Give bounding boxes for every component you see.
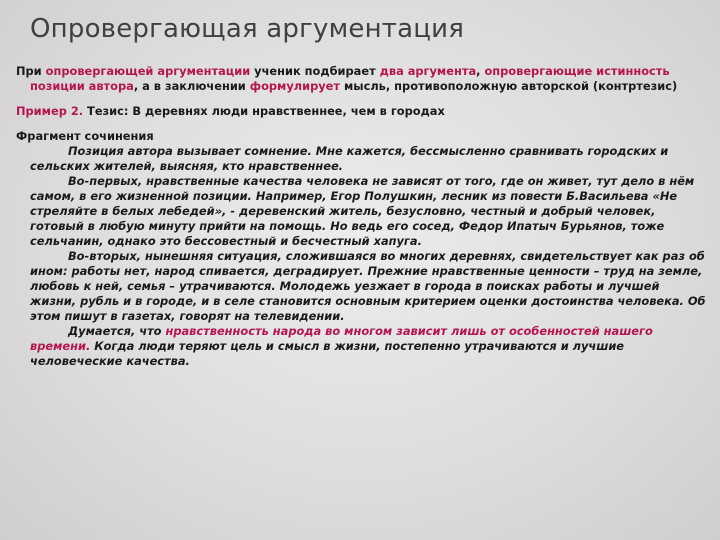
intro-text-1: При — [16, 64, 46, 78]
essay-p4-accent: нравственность народа во многом зависит лишь от особенностей нашего времени. — [30, 324, 653, 353]
intro-accent-3: опровергающие истинность позиции автора — [30, 64, 670, 93]
essay-paragraph-3: Во-вторых, нынешняя ситуация, сложившаяся во многих деревнях, свидетельствует как раз об ином: работы нет, народ спивается, деградирует. Прежние нравственные ценности – труд на земле, любовь к ней, семья – утрачиваются. Молодежь уезжает в города в поисках работы и лучшей жизни, рубль и в городе, и в селе становится основным критерием оценки достоинства человека. Об этом пишут в газетах, говорят на телевидении. — [30, 249, 706, 323]
example-label: Пример 2. — [16, 104, 84, 118]
intro-text-3: , — [476, 64, 485, 78]
essay-p4-text-b: Когда люди теряют цель и смысл в жизни, постепенно утрачиваются и лучшие человеческие качества. — [30, 339, 625, 368]
spacer — [16, 94, 706, 104]
example-thesis: Тезис: В деревнях люди нравственнее, чем в городах — [83, 104, 445, 118]
essay-paragraph-2: Во-первых, нравственные качества человека не зависят от того, где он живет, тут дело в нём самом, в его жизненной позиции. Например, Егор Полушкин, лесник из повести Б.Васильева «Не стреляйте в белых лебедей», - деревенский житель, безусловно, честный и добрый человек, готовый в любую минуту прийти на помощь. Но ведь его сосед, Федор Ипатыч Бурьянов, тоже сельчанин, однако это бессовестный и бесчестный хапуга. — [30, 174, 695, 248]
intro-text-2: ученик подбирает — [250, 64, 380, 78]
slide-body — [16, 64, 706, 369]
intro-text-4: , а в заключении — [133, 79, 250, 93]
essay-p4-text-a: Думается, что — [68, 324, 166, 338]
essay-paragraph-1: Позиция автора вызывает сомнение. Мне кажется, бессмысленно сравнивать городских и сельских жителей, выясняя, кто нравственнее. — [30, 144, 669, 173]
intro-text-5: мысль, противоположную авторской (контртезис) — [340, 79, 678, 93]
intro-accent-1: опровергающей аргументации — [45, 64, 251, 78]
spacer — [16, 119, 706, 129]
intro-accent-2: два аргумента — [379, 64, 477, 78]
essay-paragraph-4 — [30, 324, 706, 369]
intro-accent-4: формулирует — [249, 79, 341, 93]
slide-title: Опровергающая аргументация — [30, 14, 465, 44]
example-line — [16, 104, 706, 119]
intro-paragraph — [16, 64, 706, 94]
essay-fragment — [16, 144, 706, 369]
essay-heading: Фрагмент сочинения — [16, 129, 154, 143]
